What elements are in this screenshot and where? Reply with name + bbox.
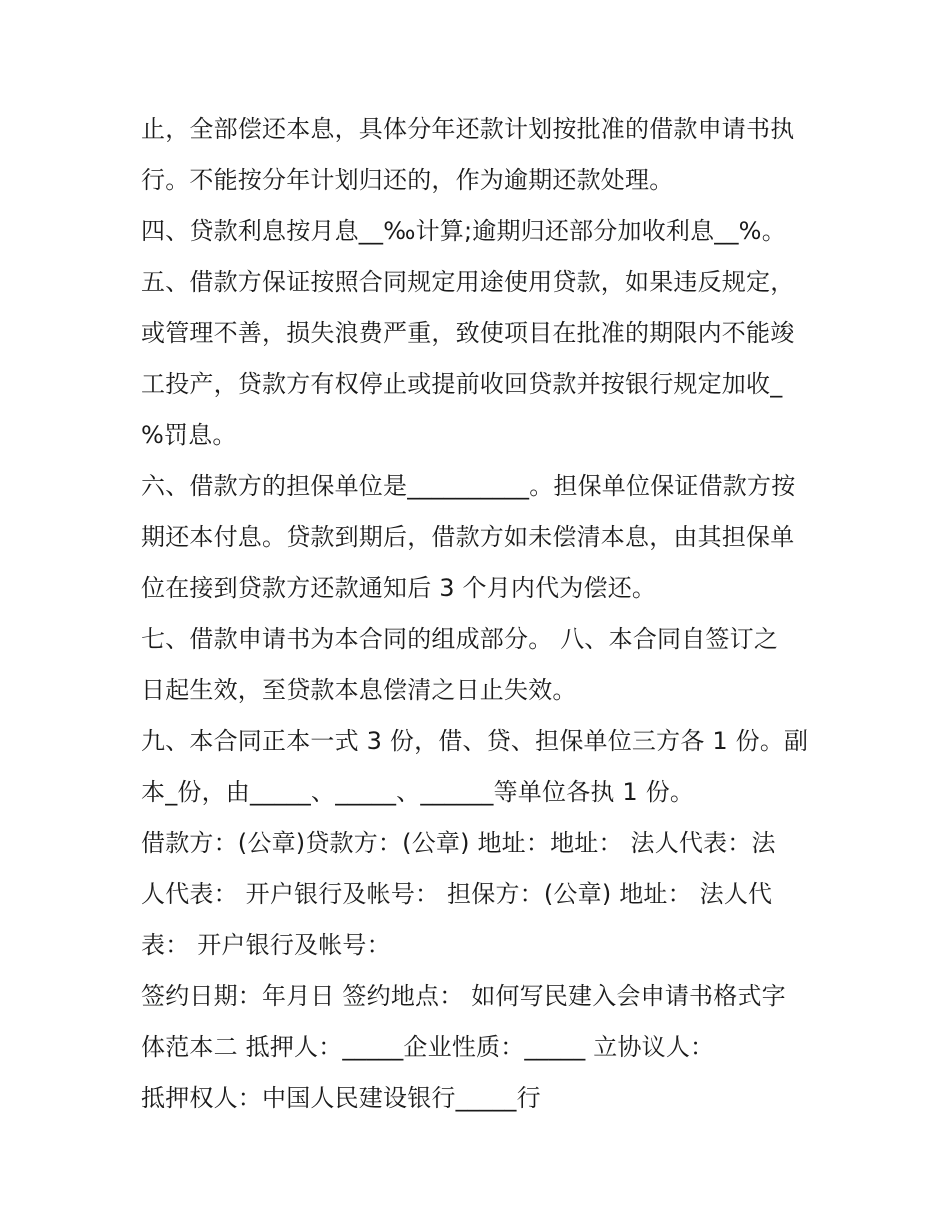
text-line: 行。不能按分年计划归还的，作为逾期还款处理。 bbox=[141, 166, 674, 194]
text-line: 七、借款申请书为本合同的组成部分。 八、本合同自签订之 bbox=[141, 625, 779, 653]
text-line: 或管理不善，损失浪费严重，致使项目在批准的期限内不能竣 bbox=[141, 319, 795, 347]
text-line: 人代表： 开户银行及帐号： 担保方：(公章) 地址： 法人代 bbox=[141, 880, 773, 908]
text-line: 借款方：(公章)贷款方：(公章) 地址：地址： 法人代表：法 bbox=[141, 829, 776, 857]
text-line: 签约日期：年月日 签约地点： 如何写民建入会申请书格式字 bbox=[141, 982, 786, 1010]
text-line: 四、贷款利息按月息__‰计算;逾期归还部分加收利息__%。 bbox=[141, 217, 786, 245]
text-line: 体范本二 抵押人：_____企业性质：_____ 立协议人： bbox=[141, 1033, 715, 1061]
text-line: 抵押权人：中国人民建设银行_____行 bbox=[141, 1084, 541, 1112]
text-line: 九、本合同正本一式 3 份，借、贷、担保单位三方各 1 份。副 bbox=[141, 727, 809, 755]
document-body bbox=[141, 104, 821, 1124]
text-line: 位在接到贷款方还款通知后 3 个月内代为偿还。 bbox=[141, 574, 657, 602]
text-line: 日起生效，至贷款本息偿清之日止失效。 bbox=[141, 676, 577, 704]
text-line: 表： 开户银行及帐号： bbox=[141, 931, 391, 959]
text-line: 工投产，贷款方有权停止或提前收回贷款并按银行规定加收_ bbox=[141, 370, 783, 398]
text-line: 本_份，由_____、_____、______等单位各执 1 份。 bbox=[141, 778, 695, 806]
text-line: 六、借款方的担保单位是__________。担保单位保证借款方按 bbox=[141, 472, 796, 500]
text-line: 五、借款方保证按照合同规定用途使用贷款，如果违反规定， bbox=[141, 268, 795, 296]
text-line: 期还本付息。贷款到期后，借款方如未偿清本息，由其担保单 bbox=[141, 523, 795, 551]
text-line: 止，全部偿还本息，具体分年还款计划按批准的借款申请书执 bbox=[141, 115, 795, 143]
text-line: %罚息。 bbox=[141, 421, 237, 449]
